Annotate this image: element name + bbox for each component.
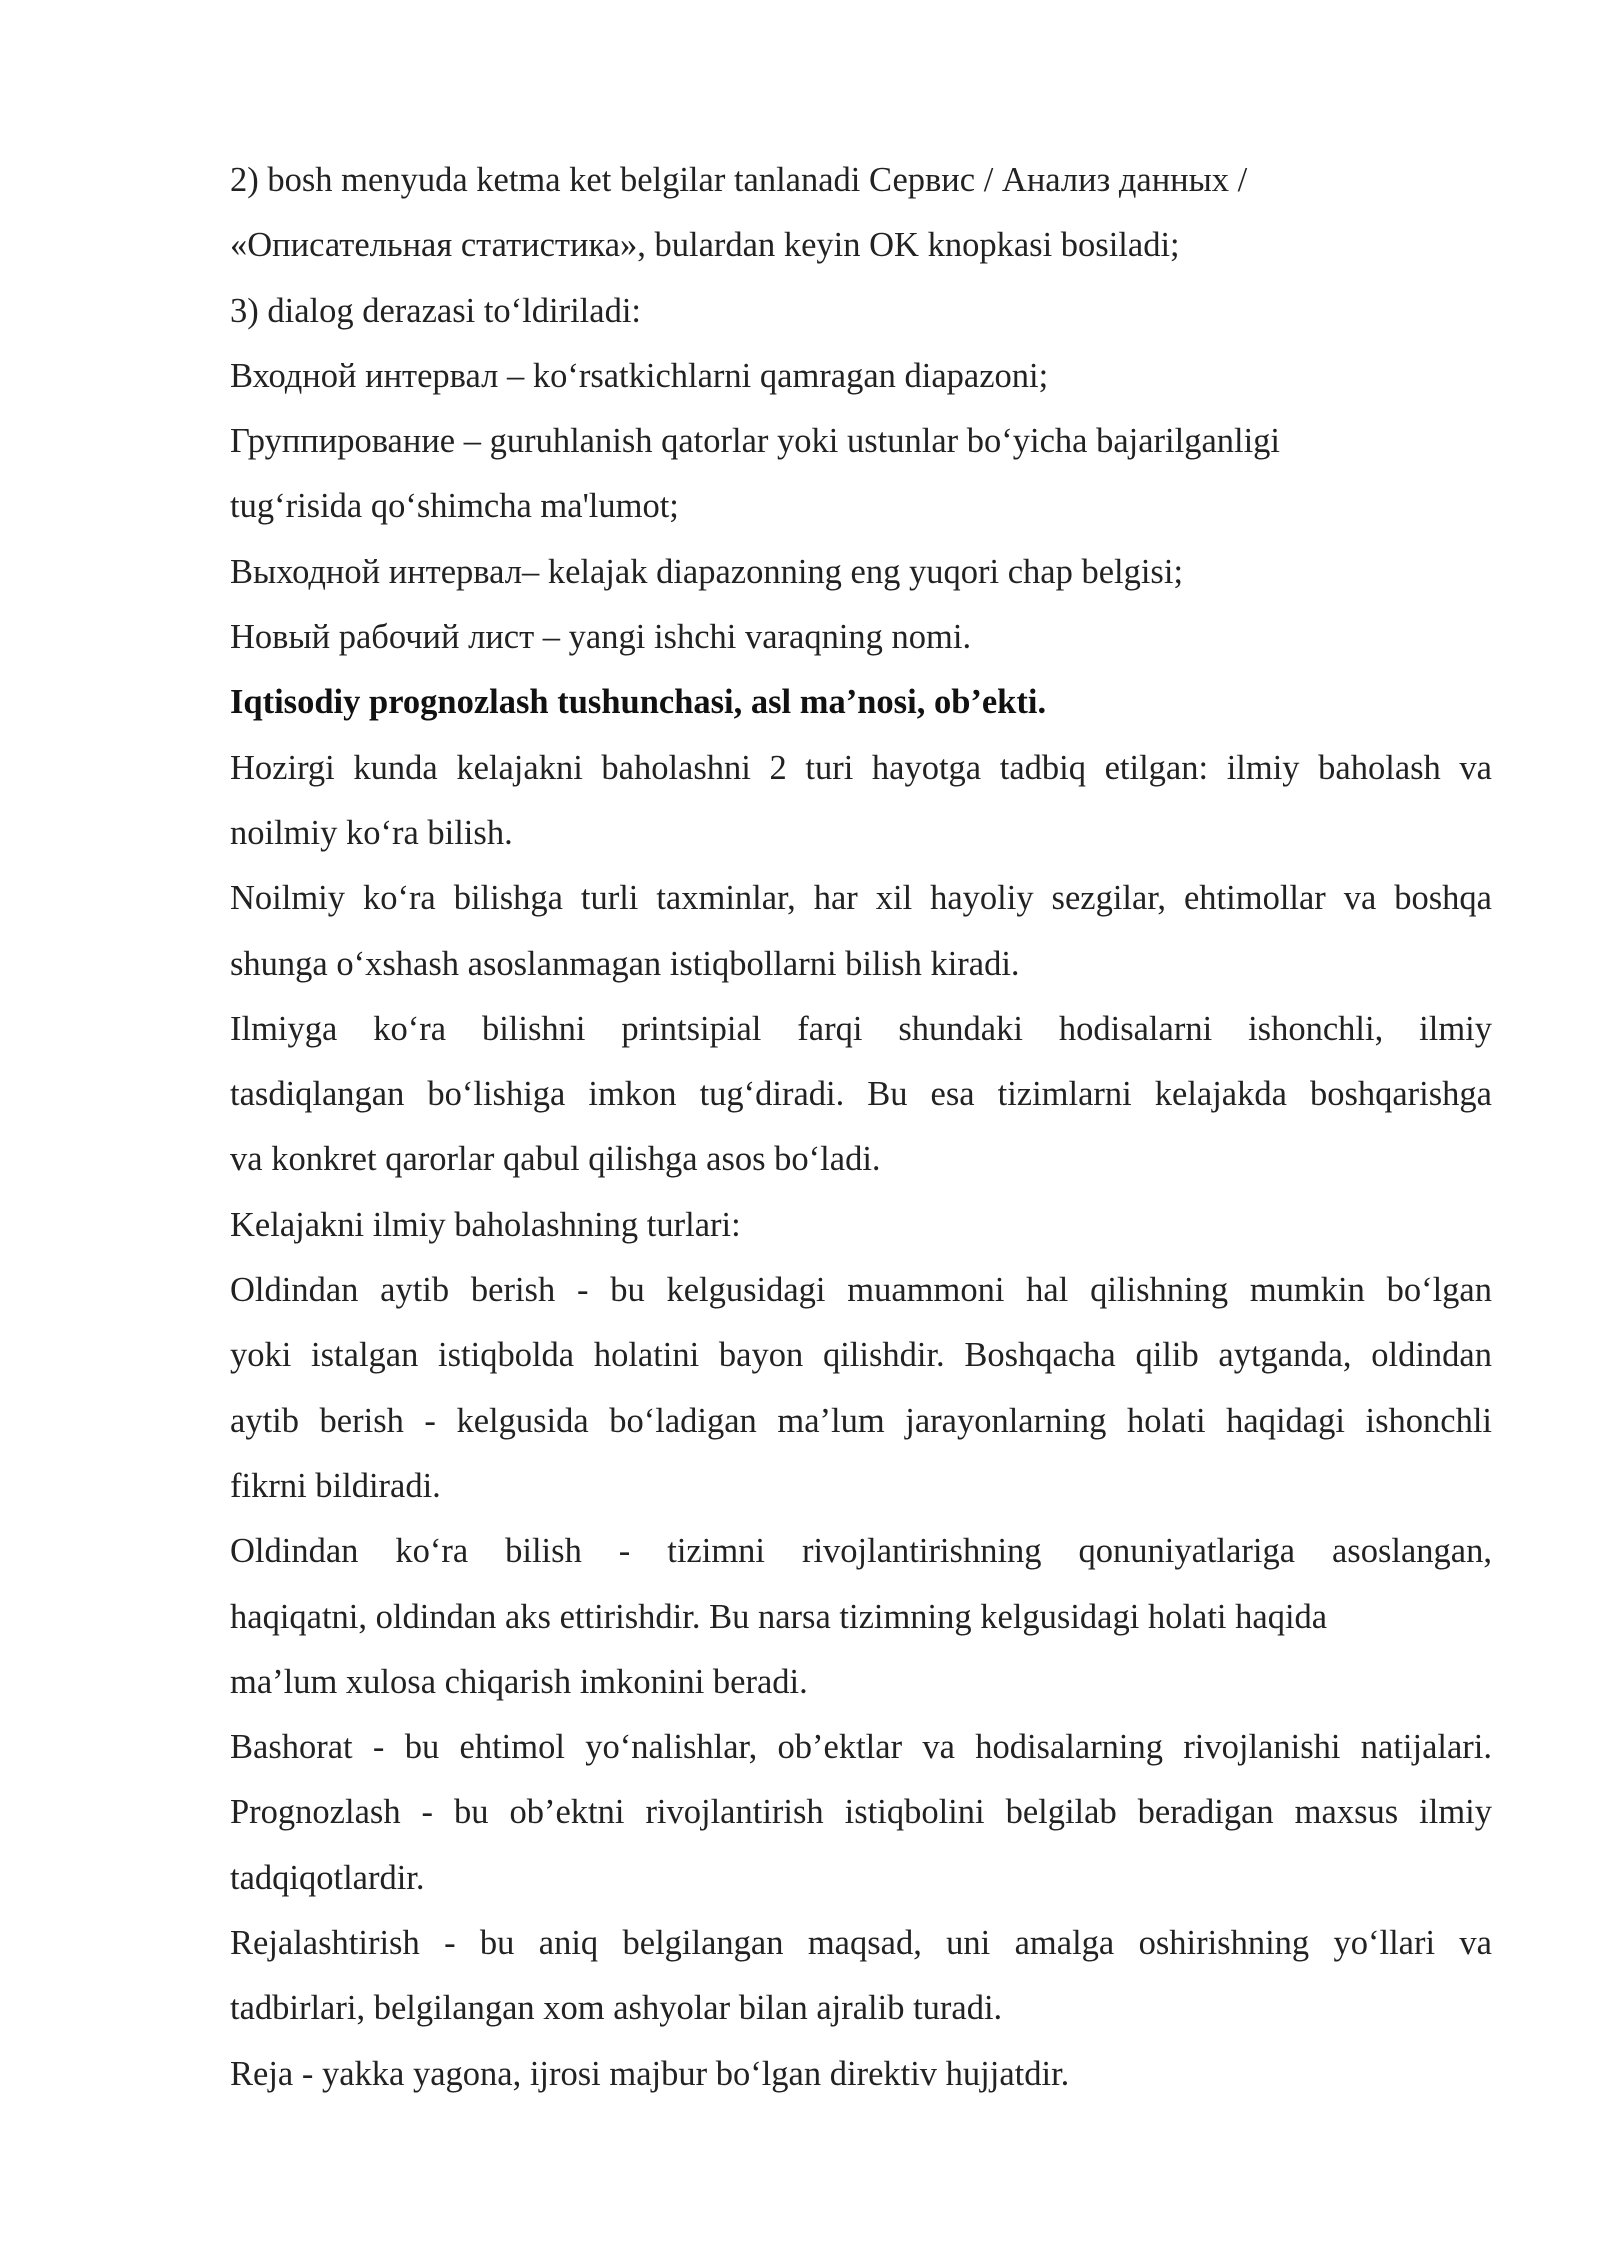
text-line: Noilmiy koʻra bilishga turli taxminlar, har xil hayoliy sezgilar, ehtimollar va boshqa (230, 879, 1492, 918)
text-line: haqiqatni, oldindan aks ettirishdir. Bu narsa tizimning kelgusidagi holati haqida (230, 1597, 1328, 1636)
section-heading: Iqtisodiy prognozlash tushunchasi, asl ma’nosi, ob’ekti. (230, 683, 1047, 722)
text-line: tadqiqotlardir. (230, 1858, 425, 1897)
text-line: Prognozlash - bu ob’ektni rivojlantirish istiqbolini belgilab beradigan maxsus ilmiy (230, 1793, 1492, 1832)
text-line: tadbirlari, belgilangan xom ashyolar bilan ajralib turadi. (230, 1989, 1003, 2028)
text-line: fikrni bildiradi. (230, 1466, 441, 1505)
text-line: «Описательная статистика», bulardan keyin OK knopkasi bosiladi; (230, 226, 1180, 265)
text-line: shunga oʻxshash asoslanmagan istiqbollarni bilish kiradi. (230, 944, 1020, 983)
text-line: 3) dialog derazasi toʻldiriladi: (230, 291, 641, 330)
text-line: Ilmiyga koʻra bilishni printsipial farqi shundaki hodisalarni ishonchli, ilmiy (230, 1009, 1492, 1048)
text-line: tugʻrisida qoʻshimcha ma'lumot; (230, 487, 679, 526)
text-line: 2) bosh menyuda ketma ket belgilar tanlanadi Сервис / Анализ данных / (230, 161, 1248, 199)
document-page (230, 148, 1492, 2107)
text-line: Выходной интервал– kelajak diapazonning eng yuqori chap belgisi; (230, 552, 1184, 591)
text-line: aytib berish - kelgusida boʻladigan ma’lum jarayonlarning holati haqidagi ishonchli (230, 1401, 1492, 1440)
text-line: Reja - yakka yagona, ijrosi majbur boʻlgan direktiv hujjatdir. (230, 2054, 1070, 2093)
text-line: tasdiqlangan boʻlishiga imkon tugʻdiradi. Bu esa tizimlarni kelajakda boshqarishga (230, 1075, 1492, 1114)
text-line: Группирование – guruhlanish qatorlar yoki ustunlar boʻyicha bajarilganligi (230, 422, 1281, 461)
text-line: Rejalashtirish - bu aniq belgilangan maqsad, uni amalga oshirishning yoʻllari va (230, 1924, 1492, 1963)
text-line: Oldindan koʻra bilish - tizimni rivojlantirishning qonuniyatlariga asoslangan, (230, 1532, 1492, 1571)
text-line: Oldindan aytib berish - bu kelgusidagi muammoni hal qilishning mumkin boʻlgan (230, 1271, 1492, 1310)
text-line: ma’lum xulosa chiqarish imkonini beradi. (230, 1662, 808, 1701)
text-line: Bashorat - bu ehtimol yoʻnalishlar, ob’ektlar va hodisalarning rivojlanishi natijalari. (230, 1728, 1492, 1767)
text-line: noilmiy koʻra bilish. (230, 813, 513, 852)
text-line: va konkret qarorlar qabul qilishga asos boʻladi. (230, 1140, 881, 1179)
text-line: Hozirgi kunda kelajakni baholashni 2 turi hayotga tadbiq etilgan: ilmiy baholash va (230, 748, 1492, 787)
text-line: Входной интервал – koʻrsatkichlarni qamragan diapazoni; (230, 356, 1049, 395)
text-line: Новый рабочий лист – yangi ishchi varaqning nomi. (230, 618, 972, 657)
text-line: Kelajakni ilmiy baholashning turlari: (230, 1205, 741, 1244)
text-line: yoki istalgan istiqbolda holatini bayon qilishdir. Boshqacha qilib aytganda, oldindan (230, 1336, 1492, 1375)
